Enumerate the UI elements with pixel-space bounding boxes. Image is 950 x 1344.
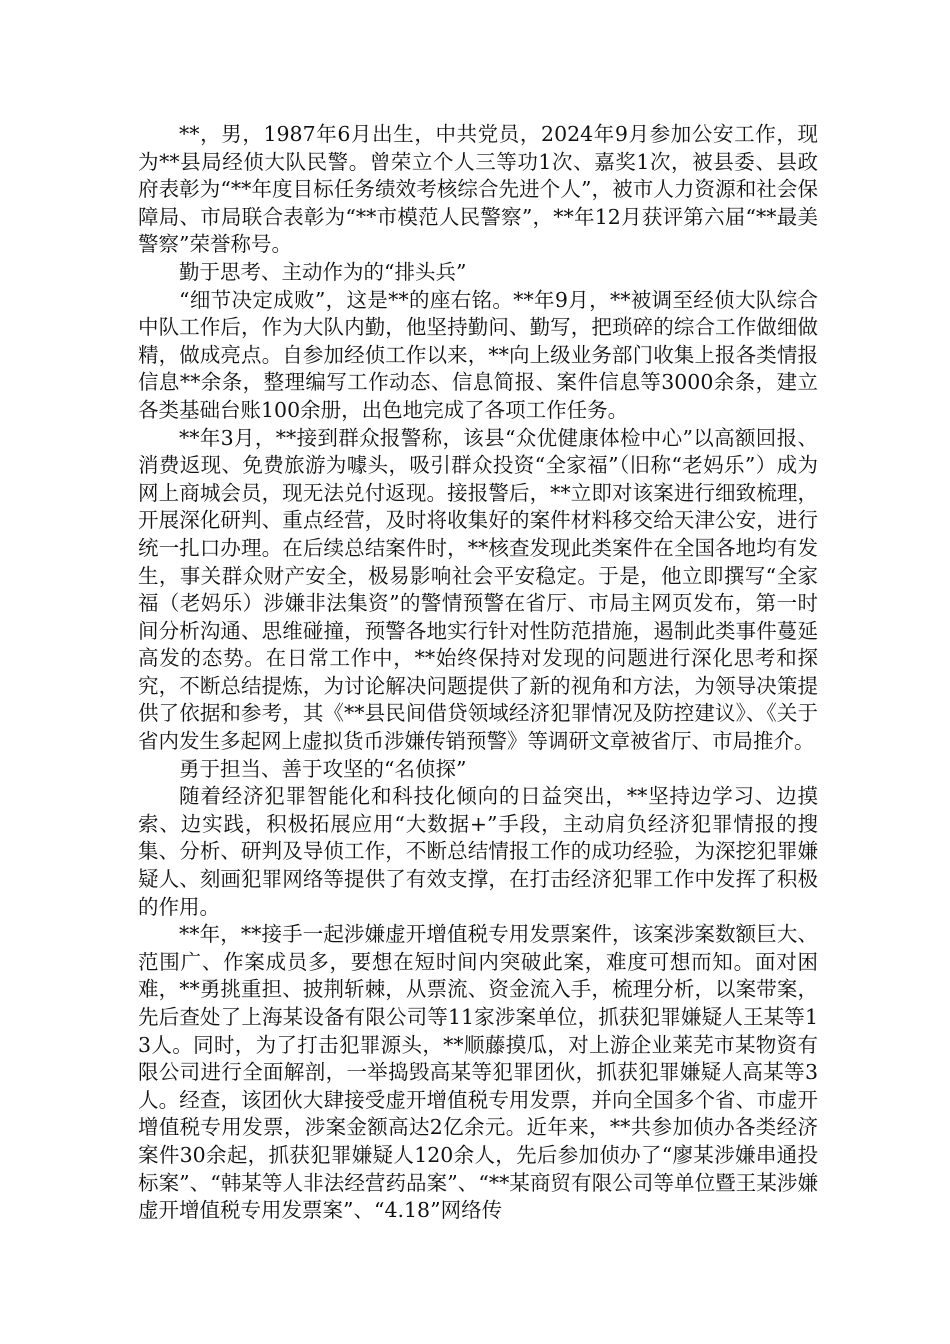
- section-heading-detective: 勇于担当、善于攻坚的“名侦探”: [179, 756, 467, 781]
- body-paragraph: “细节决定成败”，这是**的座右铭。**年9月，**被调至经侦大队综合中队工作后，作为大队内勤，他坚持勤问、勤写，把琐碎的综合工作做细做精，做成亮点。自参加经侦工作以来，**向上级业务部门收集上报各类情报信息**余条，整理编写工作动态、信息简报、案件信息等3000余条，建立各类基础台账100余册，出色地完成了各项工作任务。: [138, 287, 818, 422]
- document-body: [138, 121, 818, 1225]
- intro-paragraph: **，男，1987年6月出生，中共党员，2024年9月参加公安工作，现为**县局经侦大队民警。曾荣立个人三等功1次、嘉奖1次，被县委、县政府表彰为“**年度目标任务绩效考核综合先进个人”，被市人力资源和社会保障局、市局联合表彰为“**市模范人民警察”，**年12月获评第六届“**最美警察”荣誉称号。: [138, 122, 818, 257]
- body-paragraph: 随着经济犯罪智能化和科技化倾向的日益突出，**坚持边学习、边摸索、边实践，积极拓展应用“大数据+”手段，主动肩负经济犯罪情报的搜集、分析、研判及导侦工作，不断总结情报工作的成功经验，为深挖犯罪嫌疑人、刻画犯罪网络等提供了有效支撑，在打击经济犯罪工作中发挥了积极的作用。: [138, 784, 818, 919]
- section-heading-pioneer: 勤于思考、主动作为的“排头兵”: [179, 259, 467, 284]
- body-paragraph: **年3月，**接到群众报警称，该县“众优健康体检中心”以高额回报、消费返现、免费旅游为噱头，吸引群众投资“全家福”（旧称“老妈乐”）成为网上商城会员，现无法兑付返现。接报警后，**立即对该案进行细致梳理，开展深化研判、重点经营，及时将收集好的案件材料移交给天津公安，进行统一扎口办理。在后续总结案件时，**核查发现此类案件在全国各地均有发生，事关群众财产安全，极易影响社会平安稳定。于是，他立即撰写“全家福（老妈乐）涉嫌非法集资”的警情预警在省厅、市局主网页发布，第一时间分析沟通、思维碰撞，预警各地实行针对性防范措施，遏制此类事件蔓延高发的态势。在日常工作中，**始终保持对发现的问题进行深化思考和探究，不断总结提炼，为讨论解决问题提供了新的视角和方法，为领导决策提供了依据和参考，其《**县民间借贷领域经济犯罪情况及防控建议》、《关于省内发生多起网上虚拟货币涉嫌传销预警》等调研文章被省厅、市局推介。: [138, 425, 818, 754]
- body-paragraph: **年，**接手一起涉嫌虚开增值税专用发票案件，该案涉案数额巨大、范围广、作案成员多，要想在短时间内突破此案，难度可想而知。面对困难，**勇挑重担、披荆斩棘，从票流、资金流入手，梳理分析，以案带案，先后查处了上海某设备有限公司等11家涉案单位，抓获犯罪嫌疑人王某等13人。同时，为了打击犯罪源头，**顺藤摸瓜，对上游企业莱芜市某物资有限公司进行全面解剖，一举捣毁高某等犯罪团伙，抓获犯罪嫌疑人高某等3人。经查，该团伙大肆接受虚开增值税专用发票，并向全国多个省、市虚开增值税专用发票，涉案金额高达2亿余元。近年来，**共参加侦办各类经济案件30余起，抓获犯罪嫌疑人120余人，先后参加侦办了“廖某涉嫌串通投标案”、“韩某等人非法经营药品案”、“**某商贸有限公司等单位暨王某涉嫌虚开增值税专用发票案”、“4.18”网络传: [138, 922, 818, 1223]
